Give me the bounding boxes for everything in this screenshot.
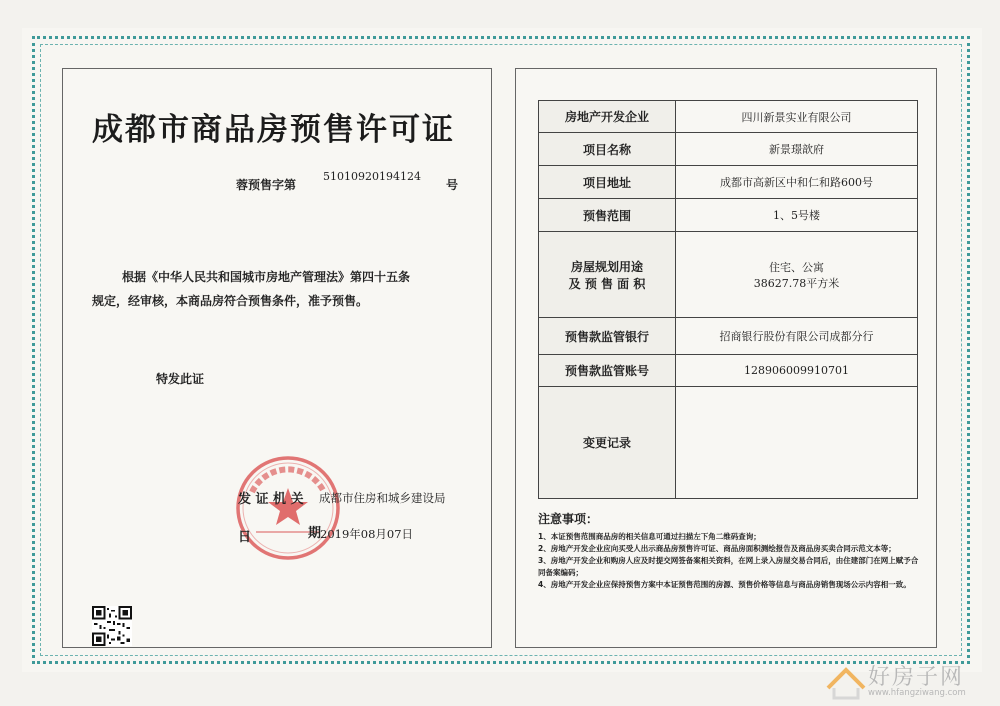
official-seal-icon <box>232 452 344 564</box>
watermark-text: 好房子网 <box>868 665 965 690</box>
notes-title: 注意事项： <box>538 512 599 526</box>
table-row <box>539 199 918 232</box>
special-issue-text: 特发此证 <box>156 372 205 386</box>
usage-value-line-2: 38627.78平方米 <box>753 276 840 290</box>
row-value-developer: 四川新景实业有限公司 <box>676 101 918 133</box>
issuer-label: 发 证 机 关 <box>238 492 304 507</box>
row-value-supervising-bank: 招商银行股份有限公司成都分行 <box>676 318 918 355</box>
row-label-supervising-bank: 预售款监管银行 <box>539 318 676 355</box>
row-label-supervising-account: 预售款监管账号 <box>539 355 676 387</box>
row-value-project-address: 成都市高新区中和仁和路600号 <box>676 166 918 199</box>
row-label-developer: 房地产开发企业 <box>539 101 676 133</box>
date-label-left: 日 <box>238 530 252 545</box>
row-value-presale-scope: 1、5号楼 <box>676 199 918 232</box>
permit-suffix: 号 <box>446 178 459 192</box>
watermark-url: www.hfangziwang.com <box>868 688 966 698</box>
table-row <box>539 101 918 133</box>
body-text-line-2: 规定，经审核，本商品房符合预售条件，准予预售。 <box>92 294 369 308</box>
row-value-project-name: 新景璟歆府 <box>676 133 918 166</box>
issuer-value: 成都市住房和城乡建设局 <box>319 491 446 505</box>
row-value-usage-area <box>676 232 918 318</box>
row-label-change-record: 变更记录 <box>539 387 676 499</box>
row-label-usage-area <box>539 232 676 318</box>
table-row <box>539 318 918 355</box>
table-row <box>539 387 918 499</box>
usage-value-line-1: 住宅、公寓 <box>769 260 824 274</box>
note-item-4: 4、房地产开发企业应保持预售方案中本证预售范围的房源、预售价格等信息与商品房销售现场公示内容相一致。 <box>538 580 911 589</box>
date-value: 2019年08月07日 <box>320 527 414 541</box>
usage-label-line-1: 房屋规划用途 <box>570 259 643 274</box>
certificate-title: 成都市商品房预售许可证 <box>92 112 455 148</box>
date-label-right: 期 <box>308 526 322 541</box>
table-row <box>539 355 918 387</box>
row-value-supervising-account: 128906009910701 <box>676 355 918 387</box>
row-label-project-name: 项目名称 <box>539 133 676 166</box>
table-row <box>539 166 918 199</box>
usage-label-line-2: 及 预 售 面 积 <box>568 276 646 291</box>
note-item-3: 3、房地产开发企业和购房人应及时提交网签备案相关资料，在网上录入房屋交易合同后，由住建部门在网上赋予合同备案编码； <box>538 556 919 577</box>
table-row <box>539 133 918 166</box>
row-label-presale-scope: 预售范围 <box>539 199 676 232</box>
details-table <box>538 100 918 499</box>
row-value-change-record <box>676 387 918 499</box>
body-text-line-1: 根据《中华人民共和国城市房地产管理法》第四十五条 <box>122 270 411 284</box>
notes-section <box>538 510 923 591</box>
note-item-1: 1、本证预售范围商品房的相关信息可通过扫描左下角二维码查询； <box>538 532 761 541</box>
table-row <box>539 232 918 318</box>
qr-code-icon[interactable] <box>92 606 132 646</box>
row-label-project-address: 项目地址 <box>539 166 676 199</box>
note-item-2: 2、房地产开发企业应向买受人出示商品房预售许可证、商品房面积测绘报告及商品房买卖合同示范文本等； <box>538 544 896 553</box>
permit-label: 蓉预售字第 <box>236 178 297 192</box>
permit-number: 51010920194124 <box>323 170 421 183</box>
